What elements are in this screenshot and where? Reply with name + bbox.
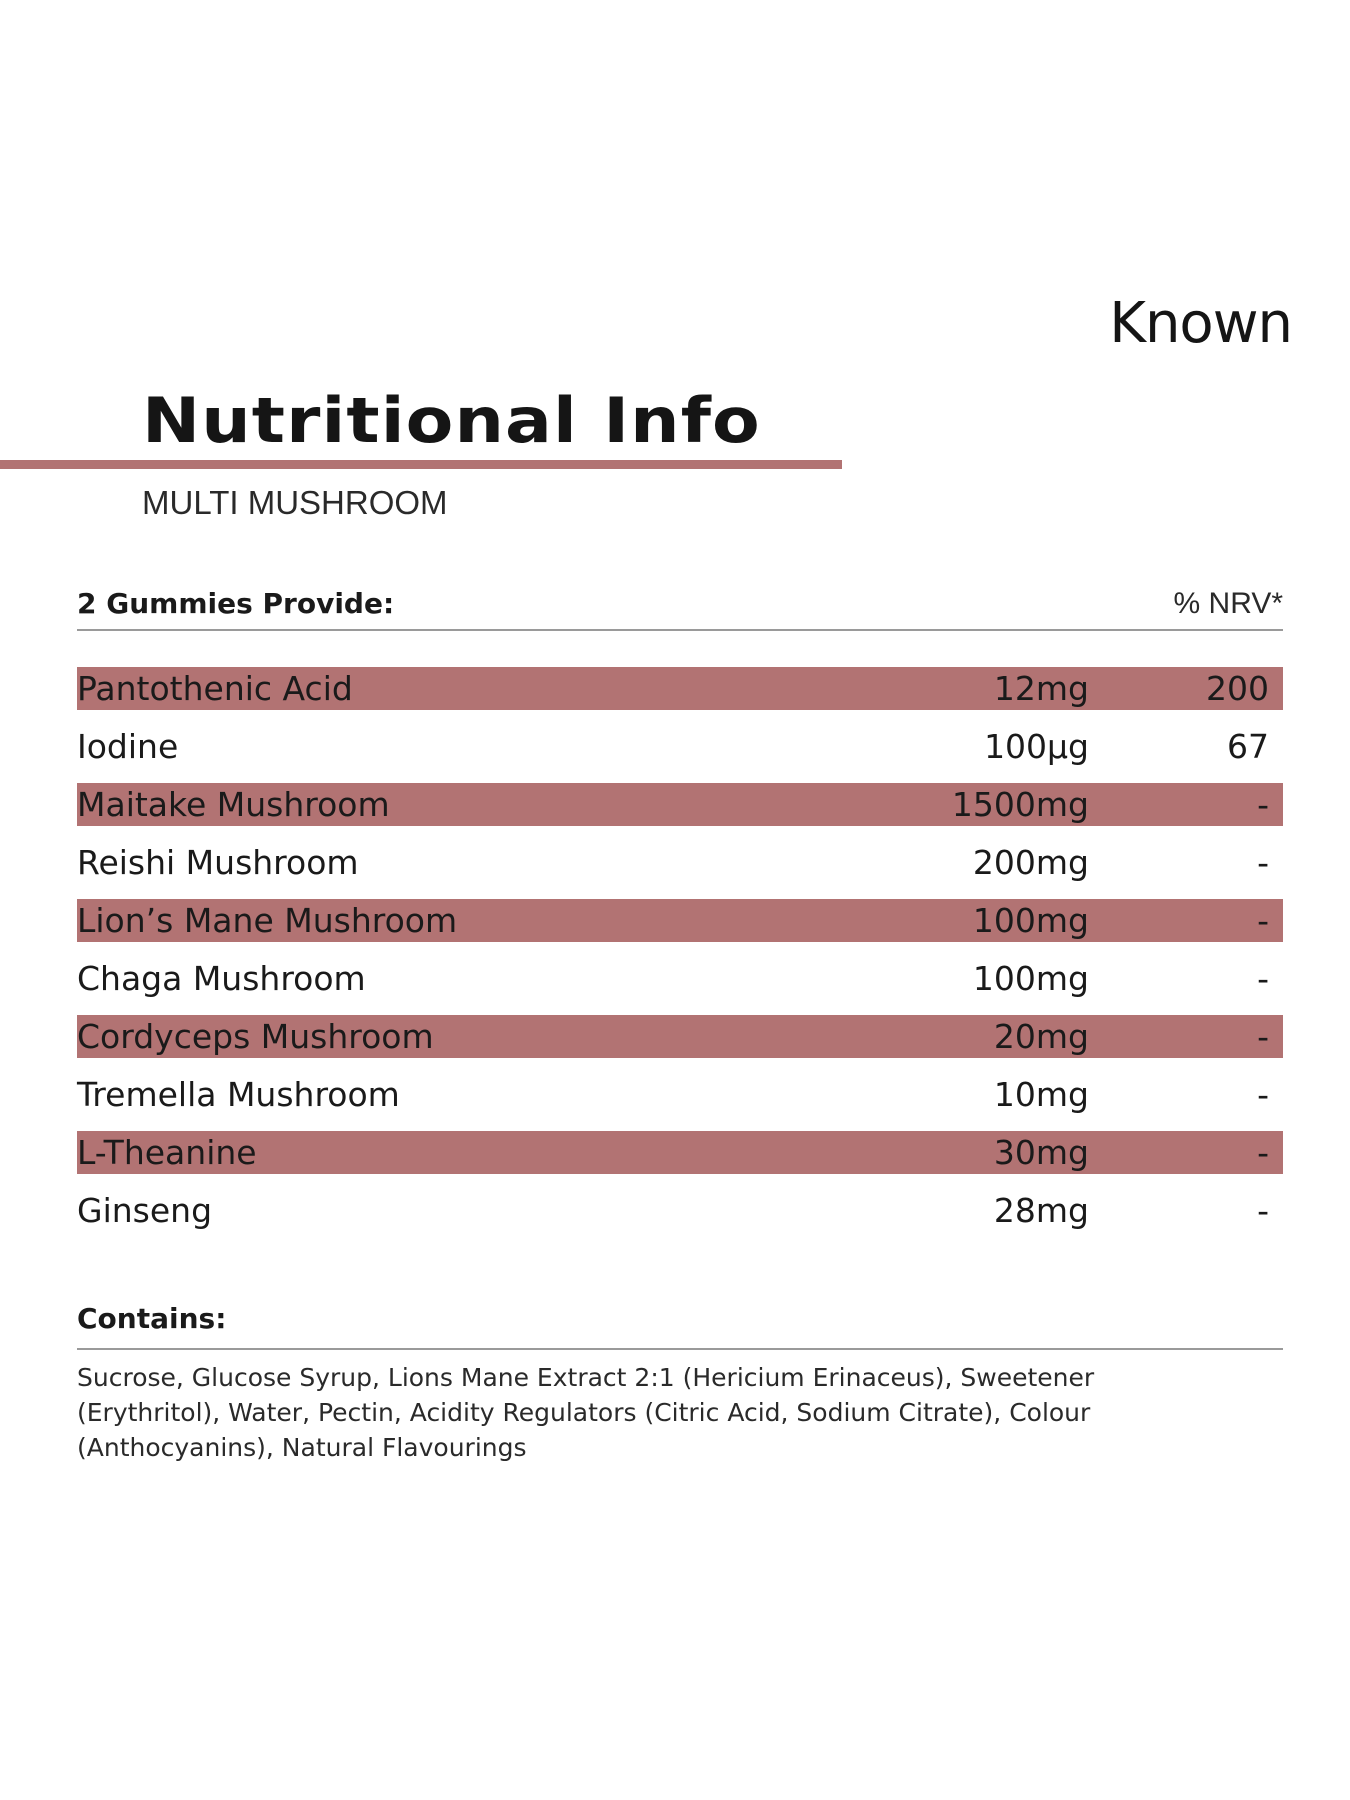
table-row bbox=[77, 725, 1283, 768]
nutrient-nrv: - bbox=[1257, 843, 1269, 882]
nutrient-name: Ginseng bbox=[77, 1191, 213, 1230]
nutrient-amount: 12mg bbox=[993, 669, 1089, 708]
nutrient-nrv: - bbox=[1257, 959, 1269, 998]
table-row bbox=[77, 899, 1283, 942]
nutrient-nrv: - bbox=[1257, 1133, 1269, 1172]
serving-label: 2 Gummies Provide: bbox=[77, 587, 395, 620]
nutrient-name: Lion’s Mane Mushroom bbox=[77, 901, 458, 940]
contains-label: Contains: bbox=[77, 1302, 227, 1335]
nutrition-table bbox=[77, 667, 1283, 1247]
nutrient-amount: 100µg bbox=[984, 727, 1089, 766]
nutrient-amount: 20mg bbox=[993, 1017, 1089, 1056]
nutrient-name: L-Theanine bbox=[77, 1133, 257, 1172]
nutrient-amount: 1500mg bbox=[951, 785, 1089, 824]
title-underline bbox=[0, 460, 842, 469]
table-row bbox=[77, 1189, 1283, 1232]
table-row bbox=[77, 1131, 1283, 1174]
nutrient-nrv: - bbox=[1257, 1075, 1269, 1114]
nutrient-name: Iodine bbox=[77, 727, 179, 766]
nutrient-amount: 100mg bbox=[972, 901, 1089, 940]
page-title: Nutritional Info bbox=[142, 384, 761, 457]
table-row bbox=[77, 667, 1283, 710]
nutrient-name: Cordyceps Mushroom bbox=[77, 1017, 434, 1056]
nutrient-name: Chaga Mushroom bbox=[77, 959, 366, 998]
nutrient-amount: 10mg bbox=[993, 1075, 1089, 1114]
contains-header bbox=[77, 1302, 1283, 1350]
table-row bbox=[77, 841, 1283, 884]
nutrient-amount: 200mg bbox=[972, 843, 1089, 882]
table-row bbox=[77, 1073, 1283, 1116]
nutrient-nrv: 67 bbox=[1227, 727, 1269, 766]
nutrient-name: Reishi Mushroom bbox=[77, 843, 359, 882]
nutrient-nrv: 200 bbox=[1206, 669, 1269, 708]
table-row bbox=[77, 1015, 1283, 1058]
nutrient-amount: 30mg bbox=[993, 1133, 1089, 1172]
nutrient-name: Tremella Mushroom bbox=[77, 1075, 400, 1114]
product-name: MULTI MUSHROOM bbox=[142, 484, 448, 521]
brand-logo: Known bbox=[1109, 291, 1292, 356]
nutrient-nrv: - bbox=[1257, 1017, 1269, 1056]
nrv-column-header: % NRV* bbox=[1173, 587, 1283, 620]
table-row bbox=[77, 783, 1283, 826]
ingredients-list: Sucrose, Glucose Syrup, Lions Mane Extract 2:1 (Hericium Erinaceus), Sweetener (Erythritol), Water, Pectin, Acidity Regulators (Citric Acid, Sodium Citrate), Colour (Anthocyanins), Natural Flavourings bbox=[77, 1363, 1095, 1462]
nutrient-nrv: - bbox=[1257, 901, 1269, 940]
nutrient-name: Maitake Mushroom bbox=[77, 785, 390, 824]
nutrient-nrv: - bbox=[1257, 785, 1269, 824]
nutrient-name: Pantothenic Acid bbox=[77, 669, 353, 708]
nutrient-amount: 100mg bbox=[972, 959, 1089, 998]
nutrient-amount: 28mg bbox=[993, 1191, 1089, 1230]
nutrient-nrv: - bbox=[1257, 1191, 1269, 1230]
nutrition-table-header bbox=[77, 583, 1283, 631]
table-row bbox=[77, 957, 1283, 1000]
